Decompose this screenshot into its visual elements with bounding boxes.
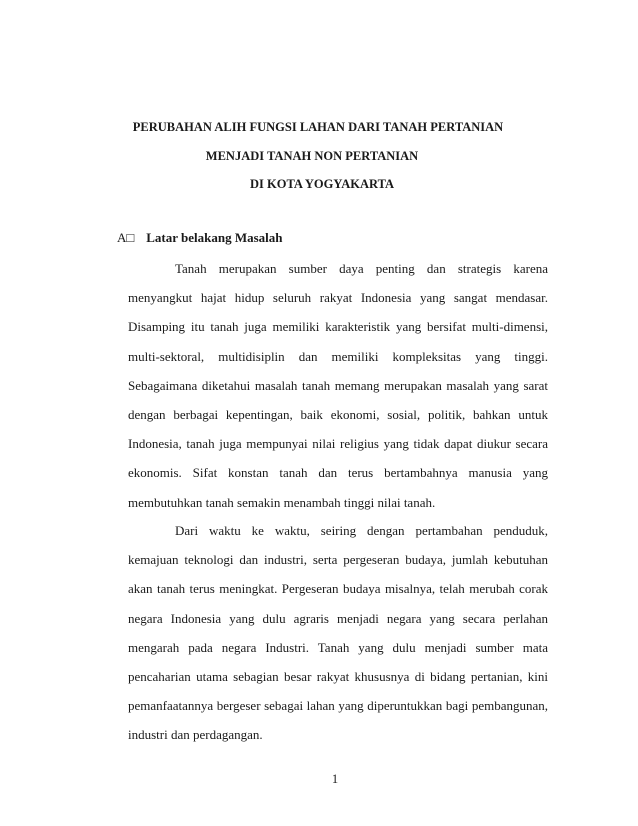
section-title: Latar belakang Masalah bbox=[146, 230, 283, 245]
section-marker: A□ bbox=[117, 230, 135, 245]
title-line-2: MENJADI TANAH NON PERTANIAN bbox=[205, 149, 419, 163]
title-line-3: DI KOTA YOGYAKARTA bbox=[249, 177, 395, 191]
title-line-1: PERUBAHAN ALIH FUNGSI LAHAN DARI TANAH PERTANIAN bbox=[132, 120, 504, 134]
paragraph-1: Tanah merupakan sumber daya penting dan strategis karena menyangkut hajat hidup seluruh rakyat Indonesia yang sangat mendasar. Disamping itu tanah juga memiliki karakteristik yang bersifat multi-dimensi, multi-sektoral, multidisiplin dan memiliki kompleksitas yang tinggi. Sebagaimana diketahui masalah tanah memang merupakan masalah yang sarat dengan berbagai kepentingan, baik ekonomi, sosial, politik, bahkan untuk Indonesia, tanah juga mempunyai nilai religius yang tidak dapat diukur secara ekonomis. Sifat konstan tanah dan terus bertambahnya manusia yang membutuhkan tanah semakin menambah tinggi nilai tanah. bbox=[128, 261, 548, 510]
page-number: 1 bbox=[331, 772, 339, 786]
section-heading bbox=[117, 230, 283, 246]
paragraph-2: Dari waktu ke waktu, seiring dengan pertambahan penduduk, kemajuan teknologi dan industri, serta pergeseran budaya, jumlah kebutuhan akan tanah terus meningkat. Pergeseran budaya misalnya, telah merubah corak negara Indonesia yang dulu agraris menjadi negara yang secara perlahan mengarah pada negara Industri. Tanah yang dulu menjadi sumber mata pencaharian utama sebagian besar rakyat khususnya di bidang pertanian, kini pemanfaatannya bergeser sebagai lahan yang diperuntukkan bagi pembangunan, industri dan perdagangan. bbox=[128, 523, 548, 743]
